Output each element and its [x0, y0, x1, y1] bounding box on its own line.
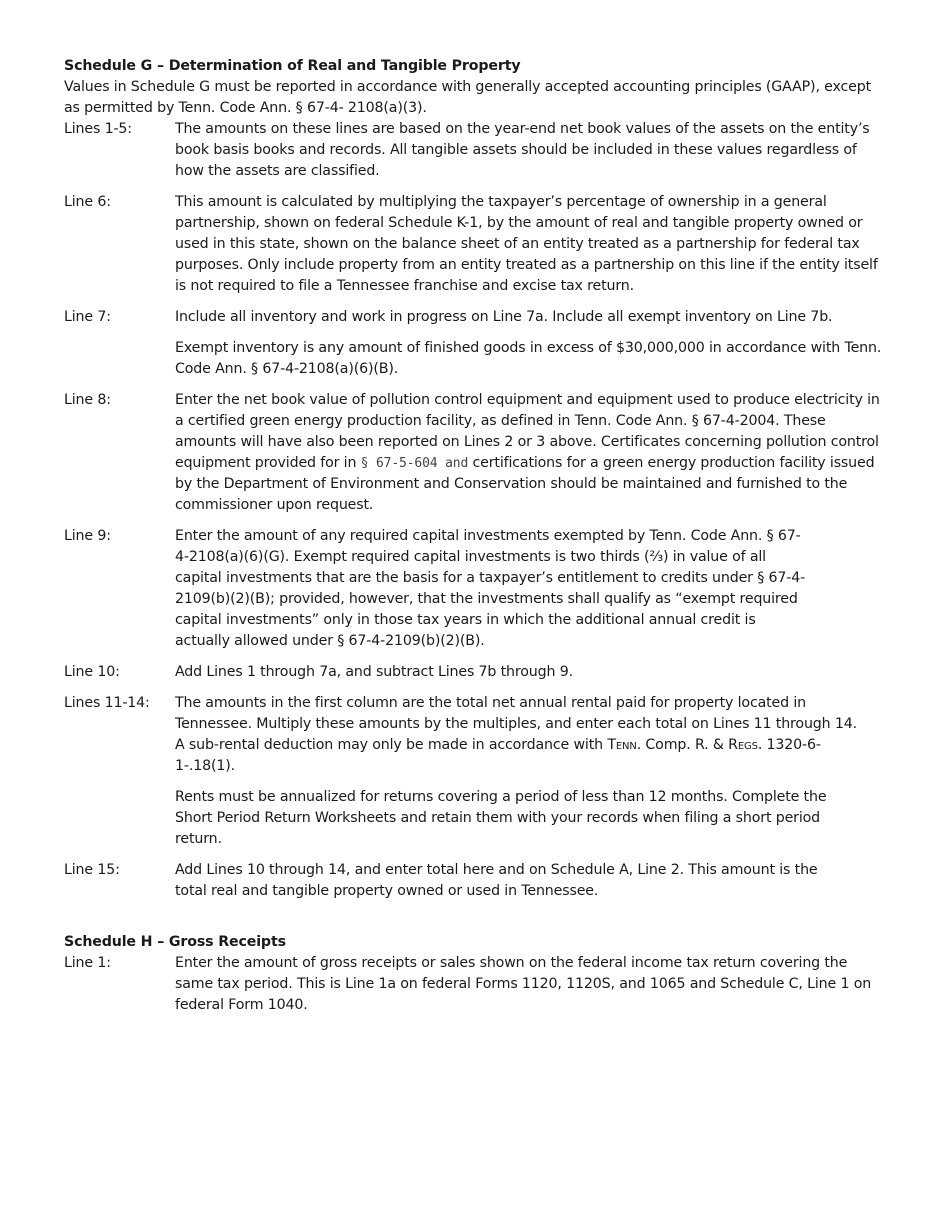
entry-text-secondary: Rents must be annualized for returns covering a period of less than 12 months. Complete the Short Period Return Worksheets and retain them with your records when filing a short period return.: [175, 789, 827, 847]
entry-text: Include all inventory and work in progress on Line 7a. Include all exempt inventory on Line 7b.: [175, 309, 833, 325]
small-caps-text: Regs: [728, 737, 758, 753]
entry-label: Line 6:: [64, 194, 111, 210]
entry-label: Line 1:: [64, 955, 111, 971]
entry-text: [175, 693, 864, 777]
entry-label: Line 8:: [64, 392, 111, 408]
entry-body: [175, 693, 884, 850]
entry-label: Line 15:: [64, 862, 120, 878]
entry-text: Add Lines 1 through 7a, and subtract Lines 7b through 9.: [175, 664, 573, 680]
entry-text-part: certifications for a green energy production facility issued by the Department of Environment and Conservation should be maintained and furnished to the commissioner upon request.: [175, 455, 875, 513]
entry-text-part: Enter the net book value of pollution control equipment and equipment used to produce electricity in a certified green energy production facility, as defined in Tenn. Code Ann. § 67-4-2004. These amounts will have also been reported on Lines 2 or 3 above. Certificates concerning pollution control equipment provided for in: [175, 392, 880, 471]
schedule-g-section: [64, 56, 884, 902]
entry-text: Add Lines 10 through 14, and enter total here and on Schedule A, Line 2. This amount is the total real and tangible property owned or used in Tennessee.: [175, 862, 818, 899]
entry-body: [175, 307, 884, 380]
entry-body: [175, 860, 884, 902]
entry-text: Enter the amount of gross receipts or sales shown on the federal income tax return covering the same tax period. This is Line 1a on federal Forms 1120, 1120S, and 1065 and Schedule C, Line 1 on federal Form 1040.: [175, 955, 872, 1013]
entry-body: [175, 953, 884, 1016]
entry-text-secondary: Exempt inventory is any amount of finished goods in excess of $30,000,000 in accordance with Tenn. Code Ann. § 67-4-2108(a)(6)(B).: [175, 340, 882, 377]
entry-line-8: [64, 390, 884, 516]
entry-body: [175, 526, 884, 652]
entry-text: Enter the amount of any required capital investments exempted by Tenn. Code Ann. § 67-4-2108(a)(6)(G). Exempt required capital investments is two thirds (⅔) in value of all capital investments that are the basis for a taxpayer’s entitlement to credits under § 67-4-2109(b)(2)(B); provided, however, that the investments shall qualify as “exempt required capital investments” only in those tax years in which the additional annual credit is actually allowed under § 67-4-2109(b)(2)(B).: [175, 528, 806, 649]
entry-lines-1-5: [64, 119, 884, 182]
entry-label: Line 10:: [64, 664, 120, 680]
document-page: [64, 56, 884, 1016]
entry-label: Lines 11-14:: [64, 695, 150, 711]
entry-text: This amount is calculated by multiplying the taxpayer’s percentage of ownership in a general partnership, shown on federal Schedule K-1, by the amount of real and tangible property owned or used in this state, shown on the balance sheet of an entity treated as a partnership for federal tax purposes. Only include property from an entity treated as a partnership on this line if the entity itself is not required to file a Tennessee franchise and excise tax return.: [175, 194, 878, 294]
entry-h-line-1: [64, 953, 884, 1016]
entry-label: Line 9:: [64, 528, 111, 544]
small-caps-text: Tenn: [607, 737, 637, 753]
entry-line-15: [64, 860, 884, 902]
entry-label: Lines 1-5:: [64, 121, 132, 137]
entry-line-9: [64, 526, 884, 652]
entry-text-part: . Comp. R. &: [636, 737, 729, 753]
entry-body: [175, 390, 884, 516]
entry-line-6: [64, 192, 884, 297]
entry-line-7: [64, 307, 884, 380]
entry-lines-11-14: [64, 693, 884, 850]
schedule-h-title: Schedule H – Gross Receipts: [64, 934, 286, 950]
entry-line-10: [64, 662, 884, 683]
entry-body: [175, 119, 884, 182]
entry-body: [175, 192, 884, 297]
entry-body: [175, 662, 884, 683]
statute-reference: § 67-5-604 and: [360, 456, 469, 471]
schedule-h-section: [64, 932, 884, 1016]
entry-text-part: . 1320-6-1-.18(1).: [175, 737, 821, 774]
entry-text: [175, 390, 884, 516]
entry-text: The amounts on these lines are based on the year-end net book values of the assets on the entity’s book basis books and records. All tangible assets should be included in these values regardless of how the assets are classified.: [175, 121, 870, 179]
entry-label: Line 7:: [64, 309, 111, 325]
entry-text-part: The amounts in the first column are the total net annual rental paid for property located in Tennessee. Multiply these amounts by the multiples, and enter each total on Lines 11 through 14. A sub-rental deduction may only be made in accordance with: [175, 695, 857, 753]
schedule-g-intro: Values in Schedule G must be reported in accordance with generally accepted accounting principles (GAAP), except as permitted by Tenn. Code Ann. § 67-4- 2108(a)(3).: [64, 79, 871, 116]
schedule-g-title: Schedule G – Determination of Real and Tangible Property: [64, 58, 521, 74]
